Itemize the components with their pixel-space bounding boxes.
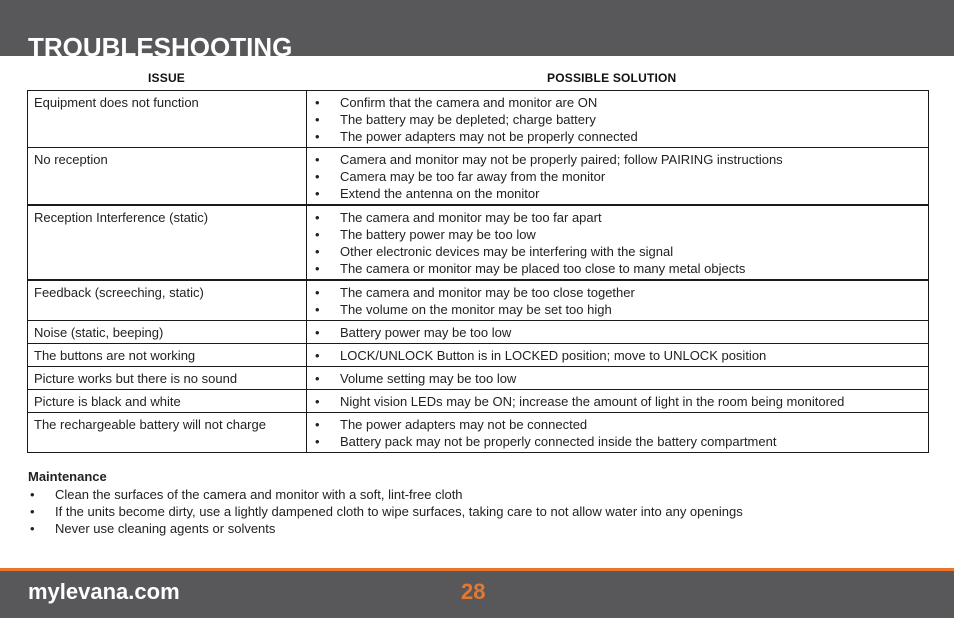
issue-cell: Feedback (screeching, static) [28, 280, 307, 321]
solution-list [313, 94, 922, 145]
solution-cell [307, 344, 929, 367]
issue-cell: Picture works but there is no sound [28, 367, 307, 390]
table-row [28, 390, 929, 413]
solution-item: • The camera and monitor may be too close together [313, 284, 922, 301]
solution-list [313, 151, 922, 202]
table-row [28, 321, 929, 344]
issue-cell: Equipment does not function [28, 91, 307, 148]
solution-item: • Camera may be too far away from the monitor [313, 168, 922, 185]
solution-item: • Extend the antenna on the monitor [313, 185, 922, 202]
maintenance-item: • If the units become dirty, use a lightly dampened cloth to wipe surfaces, taking care to not allow water into any openings [28, 503, 928, 520]
table-row [28, 91, 929, 148]
maintenance-item: • Never use cleaning agents or solvents [28, 520, 928, 537]
solution-item: • The camera and monitor may be too far apart [313, 209, 922, 226]
solution-list [313, 324, 922, 341]
maintenance-item: • Clean the surfaces of the camera and monitor with a soft, lint-free cloth [28, 486, 928, 503]
solution-item: • LOCK/UNLOCK Button is in LOCKED position; move to UNLOCK position [313, 347, 922, 364]
solution-item: • The camera or monitor may be placed too close to many metal objects [313, 260, 922, 277]
site-url: mylevana.com [28, 579, 180, 604]
solution-item: • The volume on the monitor may be set too high [313, 301, 922, 318]
table-row [28, 280, 929, 321]
solution-item: • Battery power may be too low [313, 324, 922, 341]
solution-item: • The power adapters may not be properly connected [313, 128, 922, 145]
table-row [28, 148, 929, 206]
solution-item: • Battery pack may not be properly connected inside the battery compartment [313, 433, 922, 450]
table-row [28, 367, 929, 390]
solution-cell [307, 205, 929, 280]
solution-item: • Camera and monitor may not be properly paired; follow PAIRING instructions [313, 151, 922, 168]
page-title: TROUBLESHOOTING [28, 32, 293, 56]
solution-cell [307, 367, 929, 390]
issue-column-header: ISSUE [148, 71, 186, 85]
solution-list [313, 416, 922, 450]
solution-list [313, 393, 922, 410]
table-row [28, 344, 929, 367]
solution-cell [307, 321, 929, 344]
solution-cell [307, 390, 929, 413]
solution-list [313, 347, 922, 364]
solution-list [313, 284, 922, 318]
solution-cell [307, 280, 929, 321]
table-row [28, 205, 929, 280]
maintenance-list [28, 486, 928, 537]
solution-item: • Confirm that the camera and monitor are ON [313, 94, 922, 111]
issue-cell: Noise (static, beeping) [28, 321, 307, 344]
issue-cell: The buttons are not working [28, 344, 307, 367]
solution-list [313, 370, 922, 387]
solution-item: • The power adapters may not be connected [313, 416, 922, 433]
solution-item: • Night vision LEDs may be ON; increase the amount of light in the room being monitored [313, 393, 922, 410]
solution-column-header: POSSIBLE SOLUTION [547, 71, 677, 85]
issue-cell: No reception [28, 148, 307, 206]
table-row [28, 413, 929, 453]
solution-item: • Volume setting may be too low [313, 370, 922, 387]
solution-item: • The battery may be depleted; charge battery [313, 111, 922, 128]
solution-list [313, 209, 922, 277]
solution-cell [307, 413, 929, 453]
solution-cell [307, 91, 929, 148]
maintenance-title: Maintenance [28, 469, 107, 484]
solution-cell [307, 148, 929, 206]
solution-item: • Other electronic devices may be interfering with the signal [313, 243, 922, 260]
solution-item: • The battery power may be too low [313, 226, 922, 243]
page-number: 28 [461, 579, 486, 604]
issue-cell: The rechargeable battery will not charge [28, 413, 307, 453]
issue-cell: Picture is black and white [28, 390, 307, 413]
issue-cell: Reception Interference (static) [28, 205, 307, 280]
troubleshooting-table [27, 90, 929, 453]
